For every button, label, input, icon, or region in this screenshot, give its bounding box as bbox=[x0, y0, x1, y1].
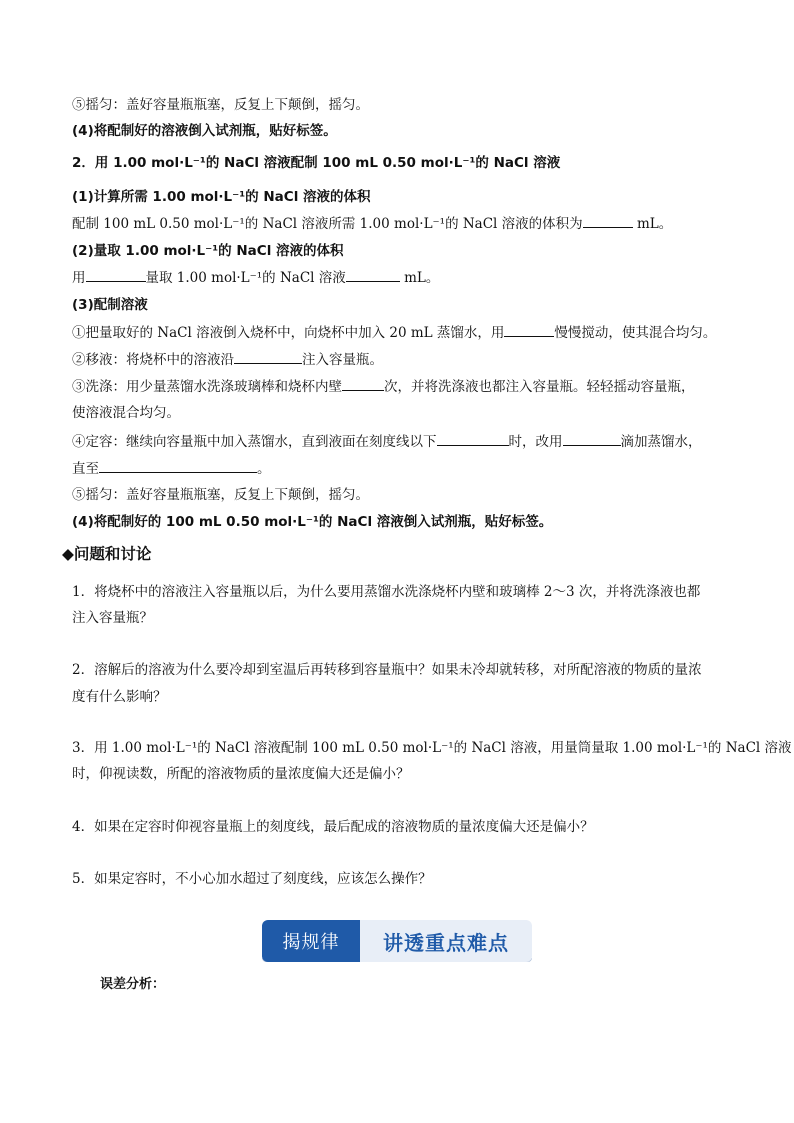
step-4-continuation bbox=[72, 458, 271, 479]
step-1-line bbox=[72, 322, 716, 343]
step-4-text-a: ④定容：继续向容量瓶中加入蒸馏水，直到液面在刻度线以下 bbox=[72, 434, 437, 450]
measure-text-a: 用 bbox=[72, 270, 86, 286]
step-3-continuation: 使溶液混合均匀。 bbox=[72, 405, 180, 421]
step-4-heading-2: (4)将配制好的 100 mL 0.50 mol·L⁻¹的 NaCl 溶液倒入试剂瓶，贴好标签。 bbox=[72, 514, 553, 530]
step-4-cont-text-b: 。 bbox=[257, 461, 271, 477]
answer-blank-until[interactable] bbox=[99, 458, 257, 473]
step-shake-2: ⑤摇匀：盖好容量瓶瓶塞，反复上下颠倒，摇匀。 bbox=[72, 487, 369, 503]
step-3-text-b: 次，并将洗涤液也都注入容量瓶。轻轻摇动容量瓶， bbox=[384, 379, 695, 395]
answer-blank-transfer[interactable] bbox=[234, 349, 302, 364]
volume-calc-text: 配制 100 mL 0.50 mol·L⁻¹的 NaCl 溶液所需 1.00 mol·L⁻¹的 NaCl 溶液的体积为 bbox=[72, 216, 583, 232]
step-4-text-c: 滴加蒸馏水， bbox=[620, 434, 702, 450]
question-1-line-b: 注入容量瓶？ bbox=[72, 610, 153, 626]
question-4: 4．如果在定容时仰视容量瓶上的刻度线，最后配成的溶液物质的量浓度偏大还是偏小？ bbox=[72, 819, 594, 835]
question-2-line-a: 2．溶解后的溶液为什么要冷却到室温后再转移到容量瓶中？如果未冷却就转移，对所配溶液的物质的量浓 bbox=[72, 662, 702, 678]
measure-text-b: 量取 1.00 mol·L⁻¹的 NaCl 溶液 bbox=[145, 270, 346, 286]
answer-blank-dropper[interactable] bbox=[563, 431, 621, 446]
step-2-text-a: ②移液：将烧杯中的溶液沿 bbox=[72, 352, 234, 368]
step-shake-1: ⑤摇匀：盖好容量瓶瓶塞，反复上下颠倒，摇匀。 bbox=[72, 97, 369, 113]
step-3-line bbox=[72, 376, 695, 397]
volume-calc-unit: mL。 bbox=[632, 216, 673, 232]
step-2-text-b: 注入容量瓶。 bbox=[302, 352, 383, 368]
answer-blank-instrument[interactable] bbox=[86, 267, 146, 282]
banner-left-label: 揭规律 bbox=[262, 920, 360, 962]
question-1-line-a: 1．将烧杯中的溶液注入容量瓶以后，为什么要用蒸馏水洗涤烧杯内壁和玻璃棒 2～3 次，并将洗涤液也都 bbox=[72, 584, 701, 600]
step-4-heading-1: (4)将配制好的溶液倒入试剂瓶，贴好标签。 bbox=[72, 123, 337, 139]
question-3-line-b: 时，仰视读数，所配的溶液物质的量浓度偏大还是偏小？ bbox=[72, 766, 410, 782]
sub-heading-1: (1)计算所需 1.00 mol·L⁻¹的 NaCl 溶液的体积 bbox=[72, 189, 371, 205]
banner-right-label: 讲透重点难点 bbox=[360, 920, 532, 962]
sub-heading-3: (3)配制溶液 bbox=[72, 297, 148, 313]
step-4-cont-text-a: 直至 bbox=[72, 461, 99, 477]
answer-blank-stir-tool[interactable] bbox=[504, 322, 554, 337]
measure-line bbox=[72, 267, 439, 288]
question-3-line-a: 3．用 1.00 mol·L⁻¹的 NaCl 溶液配制 100 mL 0.50 mol·L⁻¹的 NaCl 溶液，用量筒量取 1.00 mol·L⁻¹的 NaCl 溶液 bbox=[72, 740, 792, 756]
volume-calc-line bbox=[72, 213, 672, 234]
error-analysis-label: 误差分析： bbox=[100, 977, 166, 992]
sub-heading-2: (2)量取 1.00 mol·L⁻¹的 NaCl 溶液的体积 bbox=[72, 243, 344, 259]
step-4-line bbox=[72, 431, 702, 452]
step-2-line bbox=[72, 349, 383, 370]
part-2-title: 2．用 1.00 mol·L⁻¹的 NaCl 溶液配制 100 mL 0.50 mol·L⁻¹的 NaCl 溶液 bbox=[72, 155, 561, 171]
section-banner bbox=[262, 920, 532, 962]
answer-blank-wash-times[interactable] bbox=[342, 376, 384, 391]
discussion-section-title: ◆问题和讨论 bbox=[62, 545, 152, 563]
step-1-text-b: 慢慢搅动，使其混合均匀。 bbox=[554, 325, 717, 341]
answer-blank-measure-volume[interactable] bbox=[346, 267, 400, 282]
question-2-line-b: 度有什么影响？ bbox=[72, 689, 167, 705]
answer-blank-volume[interactable] bbox=[583, 213, 633, 228]
step-4-text-b: 时，改用 bbox=[508, 434, 563, 450]
question-5: 5．如果定容时，不小心加水超过了刻度线，应该怎么操作？ bbox=[72, 871, 432, 887]
answer-blank-distance[interactable] bbox=[437, 431, 509, 446]
step-3-text-a: ③洗涤：用少量蒸馏水洗涤玻璃棒和烧杯内壁 bbox=[72, 379, 342, 395]
step-1-text-a: ①把量取好的 NaCl 溶液倒入烧杯中，向烧杯中加入 20 mL 蒸馏水，用 bbox=[72, 325, 505, 341]
measure-text-c: mL。 bbox=[399, 270, 440, 286]
